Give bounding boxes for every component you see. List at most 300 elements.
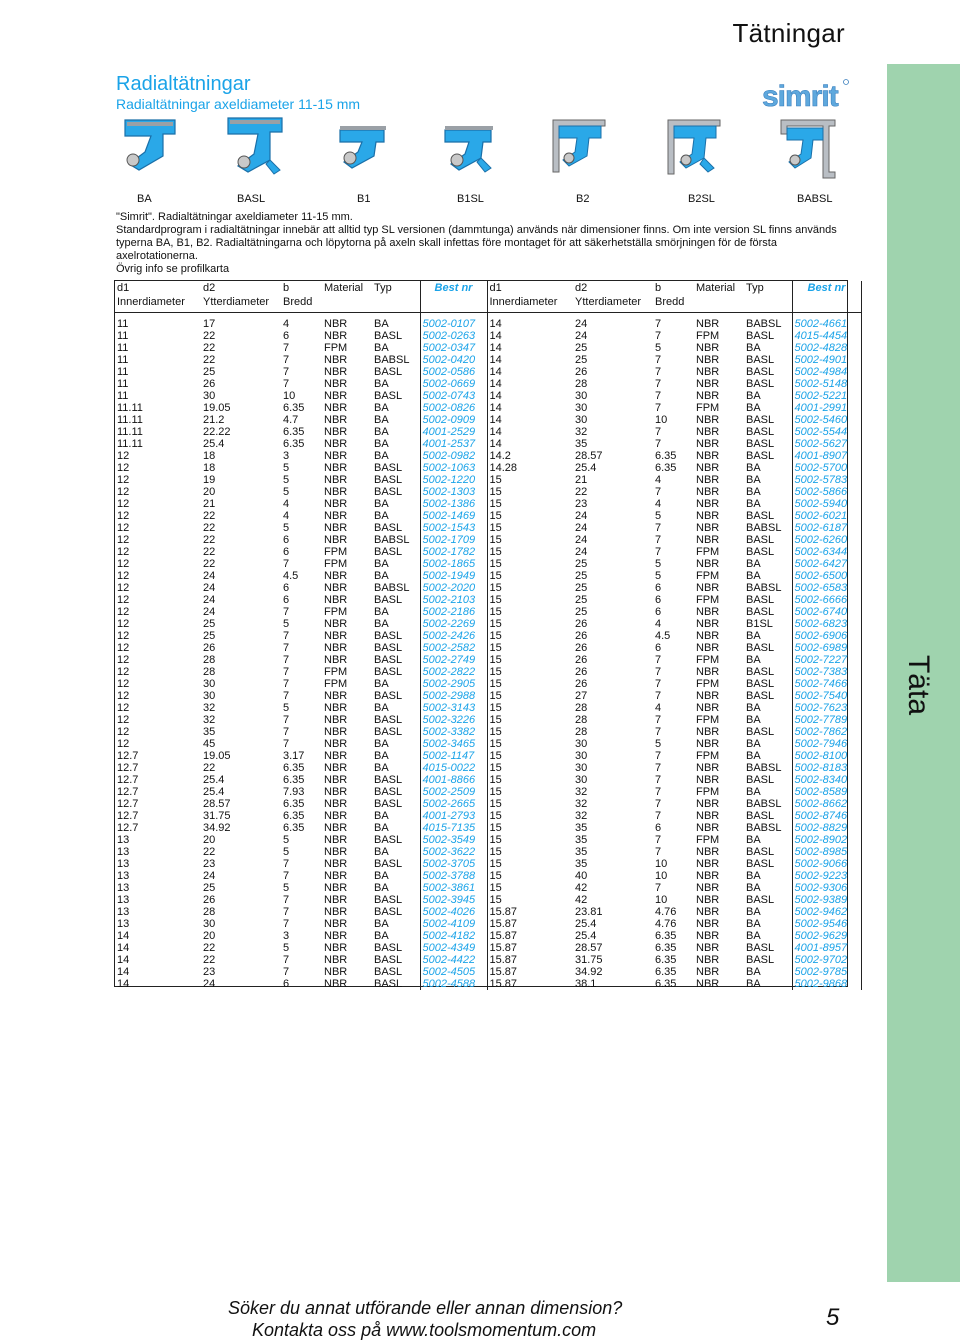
cell-d2: 22 <box>203 354 216 366</box>
table-row <box>115 750 861 762</box>
cell-b: 4 <box>655 702 662 714</box>
cell-typ: BASL <box>374 834 403 846</box>
profile-b1-icon <box>330 112 400 187</box>
table-row <box>115 858 861 870</box>
cell-d2: 32 <box>575 426 588 438</box>
cell-bestnr: 4001-8907 <box>792 450 861 462</box>
cell-b: 7 <box>283 558 290 570</box>
cell-typ: BA <box>374 930 389 942</box>
cell-material: NBR <box>696 822 720 834</box>
cell-bestnr: 5002-7862 <box>792 726 861 738</box>
cell-d1: 15 <box>489 570 502 582</box>
cell-material: NBR <box>696 918 720 930</box>
cell-b: 4 <box>283 318 290 330</box>
cell-typ: BASL <box>374 690 403 702</box>
cell-typ: BA <box>374 606 389 618</box>
cell-bestnr: 5002-6344 <box>792 546 861 558</box>
cell-material: NBR <box>324 450 348 462</box>
cell-b: 10 <box>655 414 668 426</box>
cell-material: NBR <box>696 414 720 426</box>
cell-material: NBR <box>324 354 348 366</box>
cell-typ: BA <box>374 762 389 774</box>
cell-material: NBR <box>324 438 348 450</box>
cell-typ: BASL <box>746 378 775 390</box>
cell-material: NBR <box>324 462 348 474</box>
cell-material: NBR <box>696 390 720 402</box>
cell-material: NBR <box>696 426 720 438</box>
cell-d2: 35 <box>575 822 588 834</box>
cell-material: NBR <box>696 738 720 750</box>
cell-typ: BA <box>374 426 389 438</box>
cell-bestnr: 5002-6666 <box>792 594 861 606</box>
cell-b: 6.35 <box>283 798 305 810</box>
cell-material: NBR <box>696 630 720 642</box>
col-b-header: b <box>283 282 290 294</box>
cell-material: FPM <box>696 834 720 846</box>
cell-typ: BA <box>746 654 761 666</box>
cell-d1: 13 <box>117 906 130 918</box>
cell-d2: 24 <box>203 606 216 618</box>
cell-bestnr: 5002-5940 <box>792 498 861 510</box>
cell-material: NBR <box>324 534 348 546</box>
cell-b: 4 <box>655 474 662 486</box>
table-row <box>115 654 861 666</box>
cell-bestnr: 5002-2905 <box>420 678 487 690</box>
cell-b: 7 <box>655 546 662 558</box>
cell-bestnr: 5002-7946 <box>792 738 861 750</box>
cell-bestnr: 5002-2509 <box>420 786 487 798</box>
cell-material: NBR <box>324 318 348 330</box>
cell-d1: 15 <box>489 594 502 606</box>
cell-d2: 24 <box>575 330 588 342</box>
cell-bestnr: 5002-9868 <box>792 978 861 990</box>
cell-b: 3 <box>283 930 290 942</box>
cell-bestnr: 5002-0420 <box>420 354 487 366</box>
cell-d1: 12 <box>117 510 130 522</box>
cell-bestnr: 5002-3226 <box>420 714 487 726</box>
cell-d1: 15 <box>489 810 502 822</box>
cell-b: 3.17 <box>283 750 305 762</box>
cell-typ: BASL <box>746 366 775 378</box>
cell-d2: 23 <box>203 966 216 978</box>
cell-bestnr: 4001-2991 <box>792 402 861 414</box>
cell-d2: 22.22 <box>203 426 231 438</box>
cell-d1: 12 <box>117 594 130 606</box>
cell-d2: 25 <box>575 594 588 606</box>
cell-bestnr: 5002-3622 <box>420 846 487 858</box>
table-row <box>115 726 861 738</box>
cell-b: 7 <box>655 726 662 738</box>
cell-d1: 14 <box>489 366 502 378</box>
cell-d2: 24 <box>575 522 588 534</box>
cell-typ: BASL <box>374 966 403 978</box>
cell-bestnr: 5002-1303 <box>420 486 487 498</box>
cell-material: FPM <box>696 402 720 414</box>
cell-material: NBR <box>324 810 348 822</box>
cell-material: NBR <box>324 618 348 630</box>
cell-material: NBR <box>696 930 720 942</box>
cell-d1: 15 <box>489 882 502 894</box>
cell-typ: BASL <box>374 978 403 990</box>
cell-b: 5 <box>655 558 662 570</box>
cell-material: NBR <box>696 870 720 882</box>
cell-d2: 42 <box>575 894 588 906</box>
cell-d1: 11 <box>117 390 129 402</box>
cell-material: NBR <box>696 378 720 390</box>
cell-b: 7 <box>655 666 662 678</box>
cell-typ: B1SL <box>746 618 773 630</box>
cell-material: NBR <box>324 414 348 426</box>
cell-b: 4.7 <box>283 414 299 426</box>
cell-bestnr: 5002-0743 <box>420 390 487 402</box>
col-b-header: b <box>655 282 662 294</box>
cell-d2: 35 <box>575 858 588 870</box>
cell-d1: 15 <box>489 726 502 738</box>
cell-d1: 14 <box>489 414 502 426</box>
cell-d2: 28 <box>203 906 216 918</box>
cell-material: NBR <box>696 558 720 570</box>
cell-d1: 15 <box>489 558 502 570</box>
cell-b: 7 <box>655 714 662 726</box>
table-row <box>115 942 861 954</box>
cell-d1: 15 <box>489 546 502 558</box>
profile-label-b2: B2 <box>576 193 590 205</box>
table-row <box>115 546 861 558</box>
cell-material: NBR <box>696 642 720 654</box>
cell-d1: 13 <box>117 882 130 894</box>
table-row <box>115 930 861 942</box>
cell-material: NBR <box>696 438 720 450</box>
cell-typ: BASL <box>746 354 775 366</box>
cell-material: NBR <box>696 510 720 522</box>
cell-d2: 31.75 <box>575 954 603 966</box>
table-row <box>115 390 861 402</box>
cell-material: NBR <box>324 978 348 990</box>
cell-d1: 15 <box>489 678 502 690</box>
table-row <box>115 786 861 798</box>
cell-b: 6.35 <box>655 462 677 474</box>
cell-bestnr: 5002-5866 <box>792 486 861 498</box>
cell-d1: 11.11 <box>117 414 143 426</box>
cell-b: 7 <box>283 714 290 726</box>
cell-material: FPM <box>324 678 348 690</box>
cell-bestnr: 5002-5460 <box>792 414 861 426</box>
cell-d1: 15 <box>489 750 502 762</box>
cell-material: NBR <box>696 498 720 510</box>
table-body <box>115 313 861 991</box>
cell-d2: 25 <box>575 558 588 570</box>
cell-d2: 18 <box>203 450 216 462</box>
cell-b: 5 <box>283 942 290 954</box>
cell-d2: 30 <box>575 750 588 762</box>
cell-b: 4 <box>655 498 662 510</box>
cell-d1: 12 <box>117 486 130 498</box>
table-row <box>115 630 861 642</box>
cell-d2: 22 <box>203 534 216 546</box>
cell-typ: BASL <box>746 858 775 870</box>
cell-bestnr: 5002-1709 <box>420 534 487 546</box>
cell-b: 5 <box>283 882 290 894</box>
section-title: Radialtätningar <box>116 73 251 95</box>
cell-d1: 12 <box>117 654 130 666</box>
cell-material: NBR <box>696 882 720 894</box>
cell-d1: 12 <box>117 738 130 750</box>
cell-typ: BA <box>374 918 389 930</box>
cell-d2: 30 <box>575 414 588 426</box>
cell-bestnr: 5002-4349 <box>420 942 487 954</box>
cell-typ: BASL <box>746 426 775 438</box>
cell-d1: 15 <box>489 606 502 618</box>
cell-bestnr: 5002-0982 <box>420 450 487 462</box>
cell-b: 6.35 <box>283 402 305 414</box>
cell-d1: 15 <box>489 690 502 702</box>
cell-bestnr: 5002-4984 <box>792 366 861 378</box>
cell-d2: 25.4 <box>203 774 225 786</box>
cell-d1: 13 <box>117 870 130 882</box>
cell-typ: BA <box>746 390 761 402</box>
description-line-1: "Simrit". Radialtätningar axeldiameter 11-15 mm. <box>116 211 353 223</box>
cell-typ: BA <box>746 342 761 354</box>
cell-bestnr: 5002-2269 <box>420 618 487 630</box>
cell-d1: 15 <box>489 618 502 630</box>
table-row <box>115 474 861 486</box>
cell-bestnr: 5002-1782 <box>420 546 487 558</box>
cell-material: NBR <box>324 702 348 714</box>
profile-label-babsl: BABSL <box>797 193 833 205</box>
cell-d1: 14 <box>117 942 130 954</box>
table-row <box>115 558 861 570</box>
cell-material: NBR <box>324 390 348 402</box>
cell-material: FPM <box>324 342 348 354</box>
cell-d2: 30 <box>203 918 216 930</box>
cell-d1: 14 <box>117 930 130 942</box>
cell-d2: 32 <box>575 786 588 798</box>
table-row <box>115 690 861 702</box>
cell-bestnr: 5002-8985 <box>792 846 861 858</box>
cell-bestnr: 5002-9629 <box>792 930 861 942</box>
cell-material: NBR <box>696 954 720 966</box>
cell-b: 7 <box>283 690 290 702</box>
cell-d1: 15 <box>489 702 502 714</box>
cell-bestnr: 5002-0909 <box>420 414 487 426</box>
cell-material: NBR <box>324 798 348 810</box>
cell-b: 6.35 <box>655 954 677 966</box>
cell-b: 7 <box>283 630 290 642</box>
cell-bestnr: 5002-5627 <box>792 438 861 450</box>
cell-b: 4 <box>655 618 662 630</box>
cell-typ: BASL <box>746 666 775 678</box>
cell-bestnr: 5002-8902 <box>792 834 861 846</box>
cell-d2: 28 <box>575 726 588 738</box>
cell-d2: 22 <box>203 942 216 954</box>
profile-ba-icon <box>115 112 185 187</box>
cell-bestnr: 4015-7135 <box>420 822 487 834</box>
cell-typ: BASL <box>746 846 775 858</box>
cell-d1: 11 <box>117 354 129 366</box>
cell-d2: 20 <box>203 834 216 846</box>
cell-typ: BABSL <box>746 822 782 834</box>
footer <box>0 1282 960 1344</box>
cell-d1: 14.28 <box>489 462 518 474</box>
cell-b: 7 <box>655 402 662 414</box>
profile-label-ba: BA <box>137 193 152 205</box>
cell-d2: 28.57 <box>575 942 603 954</box>
cell-d2: 42 <box>575 882 588 894</box>
cell-material: NBR <box>324 846 348 858</box>
cell-b: 7 <box>655 882 662 894</box>
cell-d2: 25.4 <box>575 930 597 942</box>
cell-typ: BA <box>746 570 761 582</box>
cell-d1: 12 <box>117 534 130 546</box>
cell-d1: 12 <box>117 690 130 702</box>
cell-d1: 14.2 <box>489 450 511 462</box>
cell-d2: 35 <box>575 438 588 450</box>
cell-typ: BABSL <box>746 318 782 330</box>
cell-bestnr: 5002-3705 <box>420 858 487 870</box>
cell-bestnr: 5002-4505 <box>420 966 487 978</box>
table-row <box>115 762 861 774</box>
cell-d2: 23.81 <box>575 906 603 918</box>
cell-b: 7 <box>655 834 662 846</box>
cell-material: NBR <box>696 582 720 594</box>
profile-label-b1sl: B1SL <box>457 193 484 205</box>
cell-bestnr: 5002-9702 <box>792 954 861 966</box>
table-header-row <box>115 281 861 295</box>
cell-material: NBR <box>324 870 348 882</box>
cell-d1: 15 <box>489 654 502 666</box>
cell-typ: BA <box>374 342 389 354</box>
cell-d2: 28.57 <box>575 450 603 462</box>
cell-d1: 12 <box>117 618 130 630</box>
cell-material: FPM <box>324 606 348 618</box>
cell-d2: 24 <box>575 510 588 522</box>
cell-d2: 30 <box>575 738 588 750</box>
cell-bestnr: 5002-8100 <box>792 750 861 762</box>
cell-typ: BA <box>374 498 389 510</box>
cell-d1: 12 <box>117 558 130 570</box>
cell-d1: 15 <box>489 894 502 906</box>
table-subheader-row <box>115 295 861 313</box>
cell-d1: 14 <box>489 318 502 330</box>
cell-material: NBR <box>324 906 348 918</box>
cell-d2: 25 <box>203 882 216 894</box>
cell-b: 5 <box>283 846 290 858</box>
cell-d1: 12.7 <box>117 786 139 798</box>
profile-b2sl-icon <box>660 112 730 187</box>
cell-b: 6.35 <box>655 930 677 942</box>
cell-typ: BASL <box>746 942 775 954</box>
cell-bestnr: 5002-2020 <box>420 582 487 594</box>
col-d2-header: d2 <box>203 282 216 294</box>
cell-bestnr: 4001-2793 <box>420 810 487 822</box>
cell-b: 7 <box>655 366 662 378</box>
cell-typ: BASL <box>374 474 403 486</box>
cell-d2: 25 <box>575 354 588 366</box>
cell-material: NBR <box>696 450 720 462</box>
cell-material: NBR <box>696 846 720 858</box>
cell-d2: 25.4 <box>203 438 225 450</box>
cell-d1: 12.7 <box>117 822 139 834</box>
cell-b: 6.35 <box>283 822 305 834</box>
cell-typ: BA <box>374 510 389 522</box>
cell-b: 7 <box>283 954 290 966</box>
cell-bestnr: 5002-3549 <box>420 834 487 846</box>
table-row <box>115 642 861 654</box>
cell-material: NBR <box>696 966 720 978</box>
cell-bestnr: 5002-4026 <box>420 906 487 918</box>
description-line-3: Övrig info se profilkarta <box>116 263 230 275</box>
cell-material: NBR <box>696 474 720 486</box>
col-b-subheader: Bredd <box>281 295 322 313</box>
cell-typ: BABSL <box>746 798 782 810</box>
cell-b: 6 <box>283 546 290 558</box>
cell-typ: BA <box>746 978 761 990</box>
cell-typ: BA <box>374 702 389 714</box>
cell-d2: 21 <box>203 498 216 510</box>
table-row <box>115 678 861 690</box>
cell-b: 7 <box>655 438 662 450</box>
cell-d2: 27 <box>575 690 588 702</box>
cell-typ: BASL <box>374 462 403 474</box>
table-row <box>115 330 861 342</box>
cell-d2: 21 <box>575 474 588 486</box>
cell-bestnr: 4001-8957 <box>792 942 861 954</box>
cell-d1: 13 <box>117 858 130 870</box>
cell-d2: 34.92 <box>203 822 231 834</box>
cell-material: NBR <box>324 750 348 762</box>
cell-typ: BASL <box>746 774 775 786</box>
footer-line-1: Söker du annat utförande eller annan dimension? <box>228 1298 623 1318</box>
cell-bestnr: 5002-2749 <box>420 654 487 666</box>
table-row <box>115 822 861 834</box>
cell-bestnr: 5002-7466 <box>792 678 861 690</box>
cell-d1: 15 <box>489 846 502 858</box>
cell-bestnr: 5002-4661 <box>792 313 861 331</box>
cell-d2: 24 <box>575 534 588 546</box>
cell-bestnr: 5002-0347 <box>420 342 487 354</box>
cell-material: NBR <box>324 654 348 666</box>
cell-d2: 19.05 <box>203 750 231 762</box>
table-row <box>115 534 861 546</box>
cell-typ: BA <box>374 414 389 426</box>
cell-typ: BASL <box>746 414 775 426</box>
cell-d2: 22 <box>203 522 216 534</box>
cell-bestnr: 5002-8183 <box>792 762 861 774</box>
cell-bestnr: 5002-3788 <box>420 870 487 882</box>
cell-material: NBR <box>696 798 720 810</box>
cell-d1: 12 <box>117 642 130 654</box>
cell-b: 7 <box>283 966 290 978</box>
cell-d2: 28.57 <box>203 798 231 810</box>
cell-b: 5 <box>283 522 290 534</box>
cell-b: 7 <box>655 750 662 762</box>
cell-d2: 32 <box>575 810 588 822</box>
cell-typ: BA <box>746 870 761 882</box>
cell-b: 7 <box>655 486 662 498</box>
cell-material: FPM <box>324 666 348 678</box>
cell-material: NBR <box>324 774 348 786</box>
cell-d2: 20 <box>203 486 216 498</box>
cell-bestnr: 5002-7227 <box>792 654 861 666</box>
cell-material: NBR <box>324 330 348 342</box>
cell-b: 10 <box>655 870 668 882</box>
cell-b: 7 <box>655 798 662 810</box>
cell-bestnr: 5002-5148 <box>792 378 861 390</box>
profile-b1sl-icon <box>435 112 505 187</box>
cell-material: NBR <box>324 426 348 438</box>
cell-d1: 15 <box>489 582 502 594</box>
cell-material: NBR <box>324 570 348 582</box>
